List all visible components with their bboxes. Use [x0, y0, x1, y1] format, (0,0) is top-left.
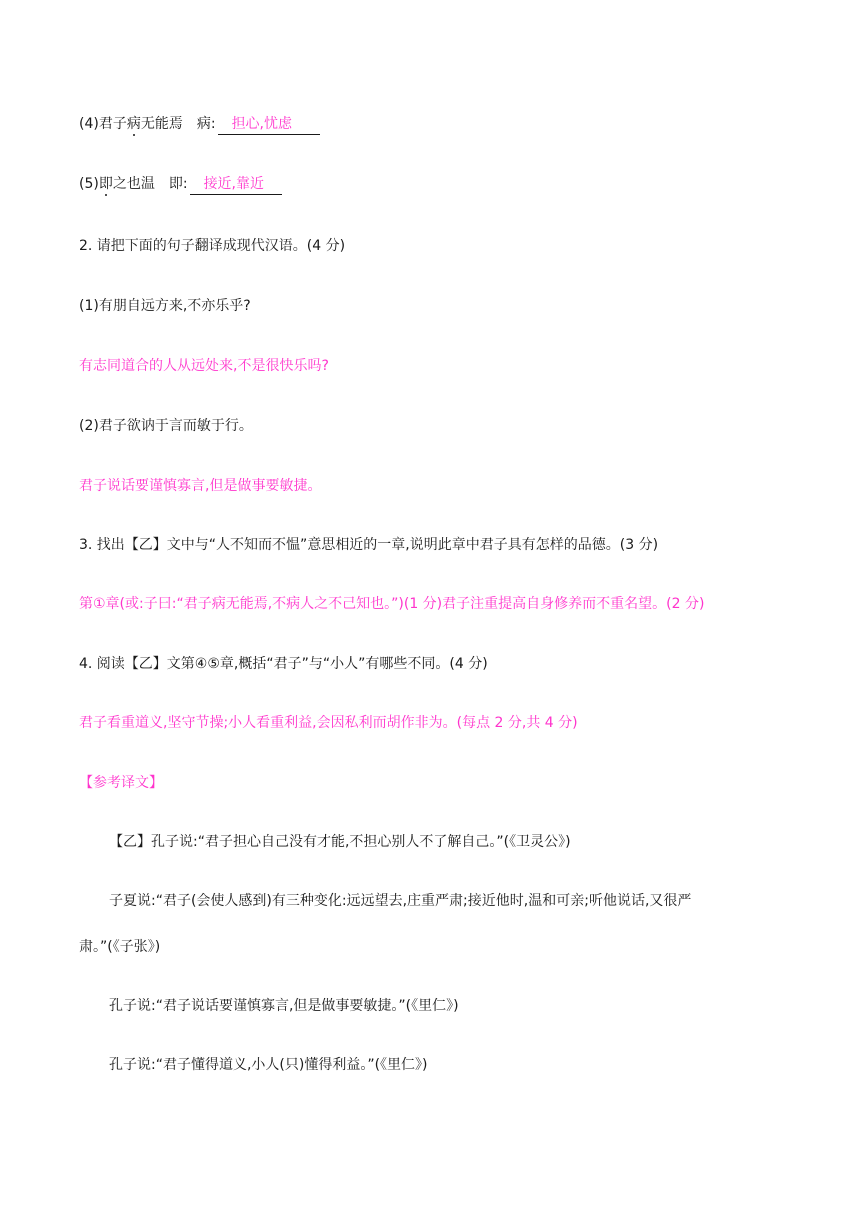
item5-dotted-char: 即	[98, 176, 113, 192]
q1-item-5	[79, 174, 282, 195]
q2-question: 2. 请把下面的句子翻译成现代汉语。(4 分)	[79, 238, 346, 254]
q2-answer1: 有志同道合的人从远处来,不是很快乐吗?	[79, 358, 329, 374]
reference-p2-line1: 子夏说:“君子(会使人感到)有三种变化:远远望去,庄重严肃;接近他时,温和可亲;听他说话,又很严	[109, 893, 692, 909]
q4-answer: 君子看重道义,坚守节操;小人看重利益,会因私利而胡作非为。(每点 2 分,共 4 分)	[79, 715, 578, 731]
reference-p4: 孔子说:“君子懂得道义,小人(只)懂得利益。”(《里仁》)	[109, 1057, 428, 1073]
reference-heading: 【参考译文】	[79, 775, 163, 791]
item4-answer: 担心,忧虑	[218, 114, 320, 135]
reference-p2-line2: 肃。”(《子张》)	[79, 939, 161, 955]
item4-label: 病:	[196, 116, 216, 132]
q2-sub1: (1)有朋自远方来,不亦乐乎?	[79, 298, 251, 314]
item4-post: 无能焉	[140, 116, 183, 132]
item4-dotted-char: 病	[126, 116, 141, 132]
item5-answer: 接近,靠近	[190, 174, 282, 195]
q1-item-4	[79, 114, 320, 135]
item5-post: 之也温	[112, 176, 155, 192]
item4-pre: (4)君子	[79, 116, 127, 132]
reference-p3: 孔子说:“君子说话要谨慎寡言,但是做事要敏捷。”(《里仁》)	[109, 998, 459, 1014]
q2-answer2: 君子说话要谨慎寡言,但是做事要敏捷。	[79, 478, 322, 494]
reference-p1: 【乙】孔子说:“君子担心自己没有才能,不担心别人不了解自己。”(《卫灵公》)	[109, 834, 571, 850]
q3-question: 3. 找出【乙】文中与“人不知而不愠”意思相近的一章,说明此章中君子具有怎样的品德。(3 分)	[79, 537, 659, 553]
q2-sub2: (2)君子欲讷于言而敏于行。	[79, 418, 253, 434]
item5-pre: (5)	[79, 176, 99, 192]
item5-label: 即:	[168, 176, 188, 192]
q3-answer: 第①章(或:子曰:“君子病无能焉,不病人之不己知也。”)(1 分)君子注重提高自身修养而不重名望。(2 分)	[79, 596, 705, 612]
q4-question: 4. 阅读【乙】文第④⑤章,概括“君子”与“小人”有哪些不同。(4 分)	[79, 656, 488, 672]
